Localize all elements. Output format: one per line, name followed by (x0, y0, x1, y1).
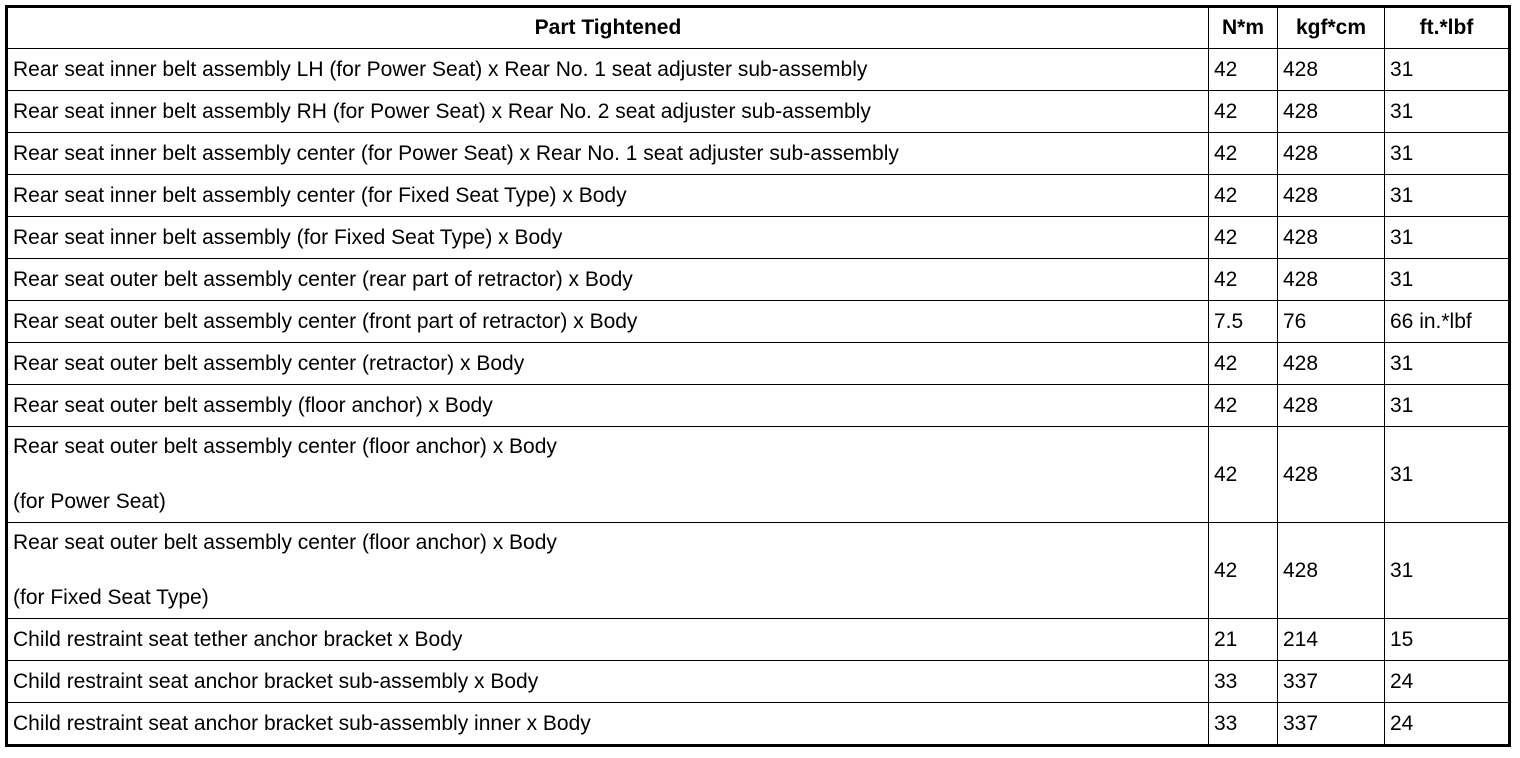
cell-kgf-cm: 428 (1278, 385, 1385, 427)
cell-part: Rear seat outer belt assembly (floor anchor) x Body (7, 385, 1209, 427)
cell-part: Child restraint seat anchor bracket sub-assembly x Body (7, 661, 1209, 703)
cell-nm: 42 (1209, 175, 1278, 217)
cell-part: Rear seat inner belt assembly LH (for Power Seat) x Rear No. 1 seat adjuster sub-assembly (7, 49, 1209, 91)
cell-part-line2: (for Power Seat) (13, 490, 166, 513)
cell-ft-lbf: 31 (1385, 133, 1510, 175)
table-row (7, 133, 1510, 175)
cell-part: Child restraint seat tether anchor bracket x Body (7, 619, 1209, 661)
cell-ft-lbf: 31 (1385, 175, 1510, 217)
cell-ft-lbf: 24 (1385, 661, 1510, 703)
cell-ft-lbf: 31 (1385, 217, 1510, 259)
cell-part: Rear seat outer belt assembly center (front part of retractor) x Body (7, 301, 1209, 343)
table-row (7, 301, 1510, 343)
cell-nm: 42 (1209, 523, 1278, 619)
cell-nm: 42 (1209, 49, 1278, 91)
cell-nm: 42 (1209, 133, 1278, 175)
cell-nm: 42 (1209, 343, 1278, 385)
cell-part: Rear seat inner belt assembly RH (for Power Seat) x Rear No. 2 seat adjuster sub-assembly (7, 91, 1209, 133)
cell-nm: 21 (1209, 619, 1278, 661)
cell-kgf-cm: 337 (1278, 661, 1385, 703)
cell-kgf-cm: 428 (1278, 133, 1385, 175)
cell-ft-lbf: 31 (1385, 343, 1510, 385)
cell-nm: 42 (1209, 427, 1278, 523)
cell-nm: 42 (1209, 385, 1278, 427)
cell-part-line1: Rear seat outer belt assembly center (floor anchor) x Body (13, 435, 557, 458)
cell-part: Child restraint seat anchor bracket sub-assembly inner x Body (7, 703, 1209, 746)
cell-kgf-cm: 428 (1278, 259, 1385, 301)
cell-ft-lbf: 31 (1385, 259, 1510, 301)
cell-nm: 42 (1209, 91, 1278, 133)
cell-part: Rear seat inner belt assembly center (for Fixed Seat Type) x Body (7, 175, 1209, 217)
table-row (7, 49, 1510, 91)
cell-ft-lbf: 31 (1385, 91, 1510, 133)
table-row (7, 343, 1510, 385)
cell-kgf-cm: 428 (1278, 343, 1385, 385)
cell-ft-lbf: 15 (1385, 619, 1510, 661)
header-ft-lbf: ft.*lbf (1385, 7, 1510, 49)
cell-kgf-cm: 428 (1278, 175, 1385, 217)
cell-kgf-cm: 337 (1278, 703, 1385, 746)
cell-kgf-cm: 428 (1278, 523, 1385, 619)
cell-kgf-cm: 428 (1278, 49, 1385, 91)
cell-part (7, 427, 1209, 523)
table-row (7, 217, 1510, 259)
cell-part: Rear seat outer belt assembly center (retractor) x Body (7, 343, 1209, 385)
header-kgf-cm: kgf*cm (1278, 7, 1385, 49)
cell-ft-lbf: 66 in.*lbf (1385, 301, 1510, 343)
table-row (7, 91, 1510, 133)
cell-kgf-cm: 214 (1278, 619, 1385, 661)
cell-kgf-cm: 428 (1278, 217, 1385, 259)
table-row (7, 661, 1510, 703)
cell-kgf-cm: 76 (1278, 301, 1385, 343)
cell-nm: 33 (1209, 703, 1278, 746)
cell-ft-lbf: 31 (1385, 385, 1510, 427)
header-row (7, 7, 1510, 49)
cell-ft-lbf: 31 (1385, 427, 1510, 523)
cell-nm: 33 (1209, 661, 1278, 703)
header-part-tightened: Part Tightened (7, 7, 1209, 49)
table-row (7, 259, 1510, 301)
cell-ft-lbf: 24 (1385, 703, 1510, 746)
cell-part: Rear seat inner belt assembly (for Fixed Seat Type) x Body (7, 217, 1209, 259)
cell-part-line2: (for Fixed Seat Type) (13, 586, 209, 609)
cell-part (7, 523, 1209, 619)
table-row (7, 427, 1510, 523)
cell-kgf-cm: 428 (1278, 427, 1385, 523)
torque-table (5, 5, 1511, 747)
table-row (7, 385, 1510, 427)
table-row (7, 619, 1510, 661)
cell-nm: 7.5 (1209, 301, 1278, 343)
cell-nm: 42 (1209, 217, 1278, 259)
cell-ft-lbf: 31 (1385, 523, 1510, 619)
cell-ft-lbf: 31 (1385, 49, 1510, 91)
table-row (7, 703, 1510, 746)
cell-part-line1: Rear seat outer belt assembly center (floor anchor) x Body (13, 531, 557, 554)
cell-kgf-cm: 428 (1278, 91, 1385, 133)
table-row (7, 523, 1510, 619)
cell-nm: 42 (1209, 259, 1278, 301)
cell-part: Rear seat inner belt assembly center (for Power Seat) x Rear No. 1 seat adjuster sub-assembly (7, 133, 1209, 175)
cell-part: Rear seat outer belt assembly center (rear part of retractor) x Body (7, 259, 1209, 301)
header-nm: N*m (1209, 7, 1278, 49)
table-row (7, 175, 1510, 217)
